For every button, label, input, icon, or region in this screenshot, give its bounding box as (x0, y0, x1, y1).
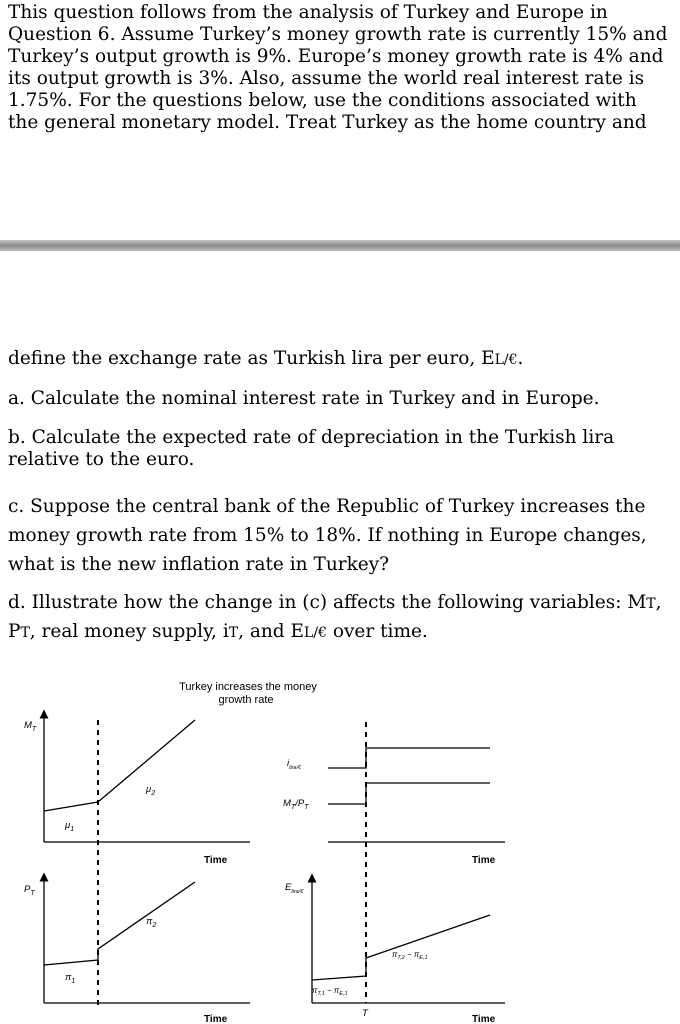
question-d-text-1: d. Illustrate how the change in (c) affects the following variables: M (8, 592, 647, 613)
exchange-rate-label: $E_{lira/€}$ (285, 882, 304, 895)
diagram-title-line-1: Turkey increases the money (179, 681, 317, 693)
real-money-label: $M_T/P_T$ (283, 798, 309, 811)
panel-exchange-rate (312, 878, 505, 1003)
time-label-top-left: Time (204, 855, 228, 866)
money-growth-diagram (0, 660, 680, 1024)
interest-rate-label: $i_{lira/€}$ (287, 758, 302, 771)
question-d-text-4: , real money supply, i (29, 621, 229, 642)
intro-continuation (8, 348, 668, 371)
real-money-line (328, 783, 490, 804)
diagram-title-line-2: growth rate (218, 694, 274, 706)
page-divider (0, 240, 680, 251)
question-d-sub-1: T (646, 596, 656, 612)
time-label-top-right: Time (472, 855, 496, 866)
question-d-sub-3: T (20, 625, 30, 641)
interest-rate-line (328, 748, 490, 768)
pi1-label: $\pi_1$ (65, 972, 76, 985)
intro-paragraph: This question follows from the analysis of Turkey and Europe in Question 6. Assume Turkey’s money growth rate is currently 15% and Turkey’s output growth is 9%. Europe’s money growth rate is 4% and its output growth is 3%. Also, assume the world real interest rate is 1.75%. For the questions below, use the conditions associated with the general monetary model. Treat Turkey as the home country and (8, 2, 668, 133)
continuation-text: define the exchange rate as Turkish lira per euro, E (8, 348, 495, 369)
mt-label: $M_T$ (24, 720, 37, 733)
question-d (8, 589, 668, 647)
question-d-sub-5: L/€ (304, 625, 327, 641)
question-a: a. Calculate the nominal interest rate in Turkey and in Europe. (8, 388, 600, 409)
time-label-bottom-left: Time (204, 1014, 228, 1024)
panel-interest-real-money (328, 748, 505, 842)
pt-path-line (44, 882, 195, 965)
exchange-rate-subscript: L/€ (494, 352, 518, 368)
mu2-label: $\mu_2$ (146, 784, 156, 797)
question-d-text-6: over time. (326, 621, 428, 642)
question-intro (8, 2, 672, 134)
question-d-text-5: , and E (238, 621, 305, 642)
question-b: b. Calculate the expected rate of depreciation in the Turkish lira relative to the euro. (8, 427, 615, 470)
t-marker-label: T (362, 1008, 368, 1019)
pt-label: $P_T$ (24, 884, 35, 897)
question-d-sub-4: T (228, 625, 239, 641)
mu1-label: $\mu_1$ (65, 820, 75, 833)
time-label-bottom-right: Time (472, 1014, 496, 1024)
exchange-rate-line (312, 915, 490, 980)
question-d-text-2: , (655, 592, 662, 613)
pi2-label: $\pi_2$ (146, 916, 157, 929)
panel-money-supply (44, 714, 250, 842)
question-c: c. Suppose the central bank of the Republic of Turkey increases the money growth rate from 15% to 18%. If nothing in Europe changes, what is the new inflation rate in Turkey? (8, 496, 647, 575)
continuation-end: . (517, 348, 524, 369)
inflation-diff-1-label: $\pi_{T,1} - \pi_{E,1}$ (312, 986, 348, 997)
question-d-text-3: P (8, 621, 21, 642)
inflation-diff-2-label: $\pi_{T,2} - \pi_{E,1}$ (392, 950, 428, 961)
mt-path-line (44, 720, 195, 811)
